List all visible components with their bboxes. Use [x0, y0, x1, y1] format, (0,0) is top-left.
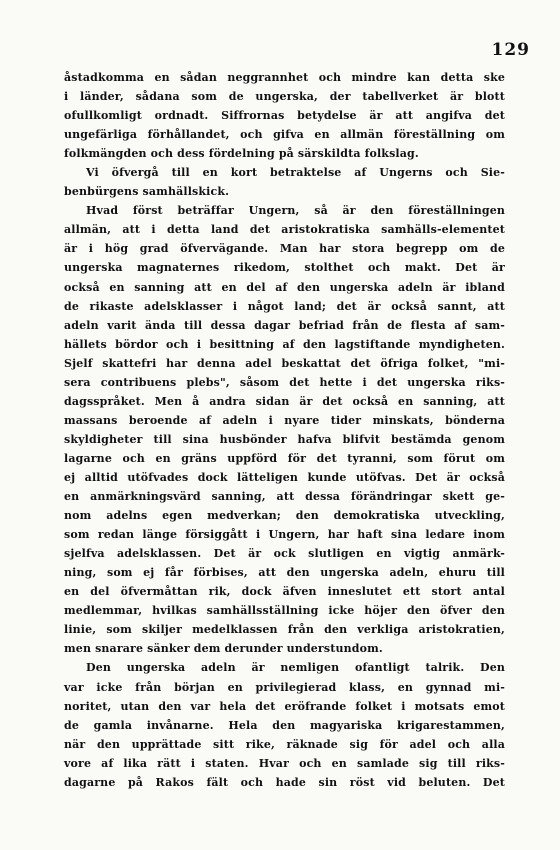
text-line: i länder, sådana som de ungerska, der tabellverket är blott — [64, 90, 505, 104]
text-line: linie, som skiljer medelklassen från den verkliga aristokratien, — [64, 623, 505, 637]
text-line: åstadkomma en sådan neggrannhet och mindre kan detta ske — [64, 71, 505, 84]
text-line: ning, som ej får förbises, att den ungerska adeln, ehuru till — [64, 566, 505, 580]
text-line: folkmängden och dess fördelning på särskildta folkslag. — [64, 147, 419, 161]
text-line: ungerska magnaternes rikedom, stolthet och makt. Det är — [64, 261, 505, 275]
text-line: ofullkomligt ordnadt. Siffrornas betydelse är att angifva det — [64, 109, 505, 123]
text-line: nom adelns egen medverkan; den demokratiska utveckling, — [64, 509, 505, 523]
text-line: hällets bördor och i besittning af den lagstiftande myndigheten. — [64, 337, 505, 351]
text-line: benbürgens samhällskick. — [64, 185, 230, 199]
body-text — [64, 68, 505, 792]
text-line: vore af lika rätt i staten. Hvar och en samlade sig till riks- — [64, 756, 505, 770]
text-line: adeln varit ända till dessa dagar befriad från de flesta af sam- — [64, 318, 505, 332]
text-line: noritet, utan den var hela det eröfrande folket i motsats emot — [64, 699, 505, 713]
text-line: massans beroende af adeln i nyare tider minskats, bönderna — [64, 413, 505, 427]
text-line: en del öfvermåttan rik, dock äfven inneslutet ett stort antal — [64, 585, 505, 599]
page-number: 129 — [491, 40, 530, 60]
text-line: sera contribuens plebs", såsom det hette i det ungerska riks- — [64, 375, 505, 389]
text-line: ej alltid utöfvades dock lätteligen kunde utöfvas. Det är också — [64, 470, 505, 484]
text-line: ungefärliga förhållandet, och gifva en allmän föreställning om — [64, 128, 505, 142]
text-line: också en sanning att en del af den ungerska adeln är ibland — [64, 280, 505, 294]
paragraph-start-line: Den ungerska adeln är nemligen ofantligt talrik. Den — [86, 661, 505, 675]
text-line: sjelfva adelsklassen. Det är ock slutligen en vigtig anmärk- — [64, 547, 505, 561]
text-line: när den upprättade sitt rike, räknade sig för adel och alla — [64, 737, 505, 751]
text-line: de gamla invånarne. Hela den magyariska krigarestammen, — [64, 718, 505, 732]
text-line: men snarare sänker dem derunder understundom. — [64, 642, 383, 656]
text-line: Sjelf skattefri har denna adel beskattat det öfriga folket, "mi- — [64, 356, 505, 370]
text-line: är i hög grad öfvervägande. Man har stora begrepp om de — [64, 242, 505, 256]
text-line: dagarne på Rakos fält och hade sin röst vid beluten. Det — [64, 775, 505, 789]
text-line: de rikaste adelsklasser i något land; det är också sannt, att — [64, 299, 505, 313]
text-line: dagsspråket. Men å andra sidan är det också en sanning, att — [64, 394, 505, 408]
text-line: medlemmar, hvilkas samhällsställning icke höjer den öfver den — [64, 604, 505, 618]
text-line: lagarne och en gräns uppförd för det tyranni, som förut om — [64, 451, 505, 465]
text-line: en anmärkningsvärd sanning, att dessa förändringar skett ge- — [64, 490, 505, 504]
text-line: som redan länge försiggått i Ungern, har haft sina ledare inom — [64, 528, 505, 542]
paragraph-start-line: Hvad först beträffar Ungern, så är den föreställningen — [86, 204, 505, 218]
text-line: allmän, att i detta land det aristokratiska samhälls-elementet — [64, 223, 505, 237]
text-line: var icke från början en privilegierad klass, en gynnad mi- — [64, 680, 505, 694]
paragraph-start-line: Vi öfvergå till en kort betraktelse af Ungerns och Sie- — [86, 166, 505, 180]
text-line: skyldigheter till sina husbönder hafva blifvit bestämda genom — [64, 432, 505, 446]
